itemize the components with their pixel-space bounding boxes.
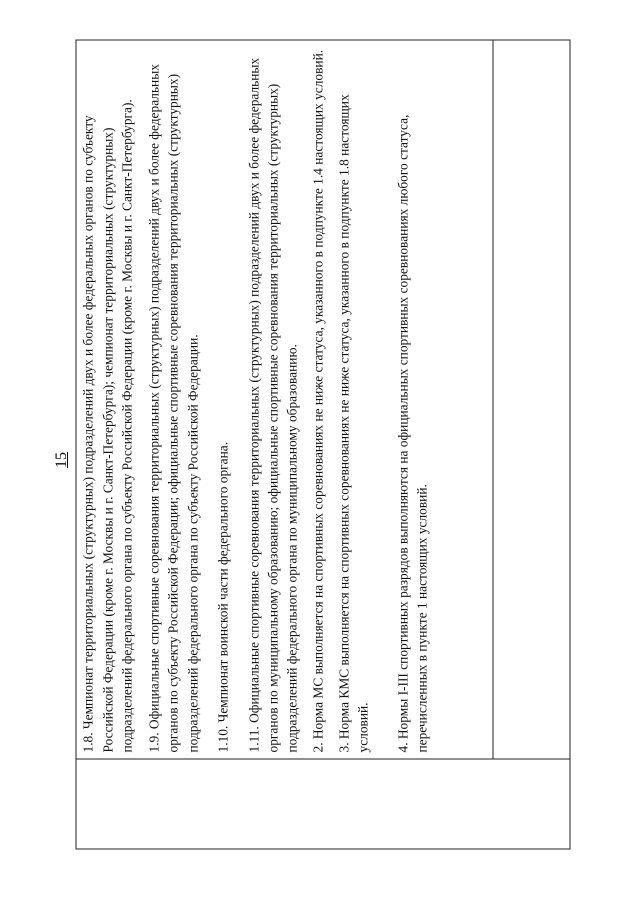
row-2: 2. Норма МС выполняется на спортивных соревнованиях не ниже статуса, указанного в подпункте 1.4 настоящих условий. <box>309 49 325 752</box>
row-1-10: 1.10. Чемпионат воинской части федерального органа. <box>215 441 230 752</box>
table-right-column <box>76 40 569 758</box>
conditions-table <box>75 39 570 849</box>
row-1-8: 1.8. Чемпионат территориальных (структурных) подразделений двух и более федеральных органов по субъекту Российской Федерации (кроме г. Москвы и г. Санкт-Петербурга); чемпионат территориальных (структурных) подразделений федерального органа по субъекту Российской Федерации (кроме г. Москвы и г. Санкт-Петербурга). <box>80 98 134 752</box>
table-row-divider <box>492 40 493 758</box>
row-1-9: 1.9. Официальные спортивные соревнования территориальных (структурных) подразделений двух и более федеральных органов по субъекту Российской Федерации; официальные спортивные соревнования территориальных (структурных) подразделений федерального органа по субъекту Российской Федерации. <box>145 63 200 752</box>
row-3: 3. Норма КМС выполняется на спортивных соревнованиях не ниже статуса, указанного в подпункте 1.8 настоящих условий. <box>335 93 370 752</box>
row-1-11: 1.11. Официальные спортивные соревнования территориальных (структурных) подразделений двух и более федеральных органов по муниципальному образованию; официальные спортивные соревнования территориальных (структурных) подразделений федерального органа по муниципальному образованию. <box>245 57 299 752</box>
table-left-column <box>76 758 569 848</box>
page-number: 15 <box>53 452 70 468</box>
row-4: 4. Нормы I-III спортивных разрядов выполняются на официальных спортивных соревнованиях любого статуса, перечисленных в пункте 1 настоящих условий. <box>394 114 429 752</box>
